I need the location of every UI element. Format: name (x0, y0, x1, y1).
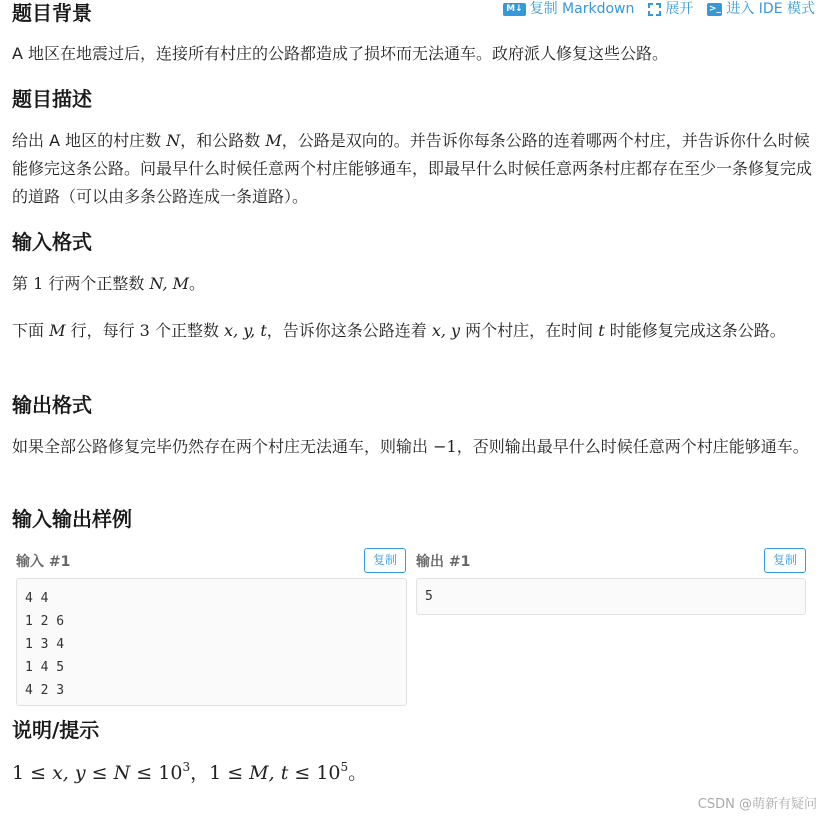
hf6: ，1 ≤ (190, 762, 250, 784)
copy-input-button[interactable]: 复制 (364, 548, 406, 573)
if2-math: x, y, t (224, 321, 267, 340)
ide-mode-button[interactable] (707, 0, 815, 18)
desc-var-m: M (265, 131, 282, 150)
watermark: CSDN @萌新有疑问 (697, 797, 817, 812)
if2-c: 个正整数 (149, 321, 225, 340)
if1-a: 第 (12, 274, 34, 293)
hf4: N (113, 762, 131, 784)
copy-output-button[interactable]: 复制 (764, 548, 806, 573)
hf-exp1: 3 (182, 760, 191, 774)
desc-seg1: 给出 A 地区的村庄数 (12, 131, 167, 150)
of-neg: −1 (433, 437, 457, 456)
background-heading: 题目背景 (12, 1, 92, 25)
expand-button[interactable] (648, 0, 693, 18)
input-line: 1 3 4 (25, 637, 65, 652)
desc-seg3: ，公路是双向的。并告诉你每条公路的连着哪两个村庄，并告诉你什么时候能修完这条公路。问最早什么时候任意两个村庄能够通车，即最早什么时候任意两条村庄都存在至少一条修复完成的道路（可以由多条公路连成一条道路）。 (12, 131, 813, 206)
input-format-line2 (12, 317, 812, 345)
input-line: 4 2 3 (25, 683, 65, 698)
description-text (12, 127, 812, 211)
sample-input-label: 输入 #1 (16, 554, 71, 570)
if2-m: M (49, 321, 66, 340)
hint-heading: 说明/提示 (12, 718, 100, 742)
sample-input-box[interactable] (16, 578, 407, 706)
expand-icon (648, 3, 661, 16)
ide-mode-label: 进入 IDE 模式 (726, 1, 815, 17)
terminal-icon: >_ (708, 3, 721, 14)
if2-b: 行，每行 (65, 321, 140, 340)
copy-markdown-label: 复制 Markdown (529, 1, 635, 17)
output-line: 5 (425, 589, 433, 604)
sample-output-box[interactable] (416, 578, 806, 615)
if2-f: 时能修复完成这条公路。 (604, 321, 786, 340)
hf1: 1 ≤ (12, 762, 53, 784)
hf-exp2: 5 (340, 760, 349, 774)
input-format-heading: 输入格式 (12, 230, 92, 254)
hf7: M, t (249, 762, 289, 784)
if1-num: 1 (33, 274, 44, 293)
if1-b: 行两个正整数 (43, 274, 150, 293)
copy-markdown-button[interactable] (503, 0, 634, 18)
output-format-heading: 输出格式 (12, 393, 92, 417)
sample-output-label: 输出 #1 (416, 554, 471, 570)
hint-formula (12, 758, 367, 785)
samples-heading: 输入输出样例 (12, 507, 132, 531)
of-seg2: ，否则输出最早什么时候任意两个村庄能够通车。 (456, 437, 809, 456)
if2-math2: x, y (431, 321, 461, 340)
if2-t: t (598, 321, 605, 340)
hf8: ≤ 10 (288, 762, 341, 784)
hf5: ≤ 10 (130, 762, 183, 784)
if2-a: 下面 (12, 321, 50, 340)
desc-var-n: N (166, 131, 181, 150)
desc-seg2: ，和公路数 (180, 131, 266, 150)
toolbar (503, 0, 815, 18)
description-heading: 题目描述 (12, 87, 92, 111)
if1-math: N, M (149, 274, 189, 293)
hf3: ≤ (85, 762, 114, 784)
if2-num: 3 (139, 321, 150, 340)
hf2: x, y (52, 762, 86, 784)
if2-d: ，告诉你这条公路连着 (266, 321, 432, 340)
input-line: 1 2 6 (25, 614, 65, 629)
hf9: 。 (348, 762, 368, 784)
output-format-text (12, 433, 812, 461)
background-text: A 地区在地震过后，连接所有村庄的公路都造成了损坏而无法通车。政府派人修复这些公路。 (12, 44, 669, 63)
expand-label: 展开 (665, 1, 694, 17)
input-format-line1 (12, 270, 812, 298)
of-seg1: 如果全部公路修复完毕仍然存在两个村庄无法通车，则输出 (12, 437, 434, 456)
markdown-icon: M↓ (503, 3, 526, 16)
if2-e: 两个村庄，在时间 (460, 321, 599, 340)
if1-c: 。 (189, 274, 206, 293)
input-line: 1 4 5 (25, 660, 65, 675)
input-line: 4 4 (25, 591, 49, 606)
